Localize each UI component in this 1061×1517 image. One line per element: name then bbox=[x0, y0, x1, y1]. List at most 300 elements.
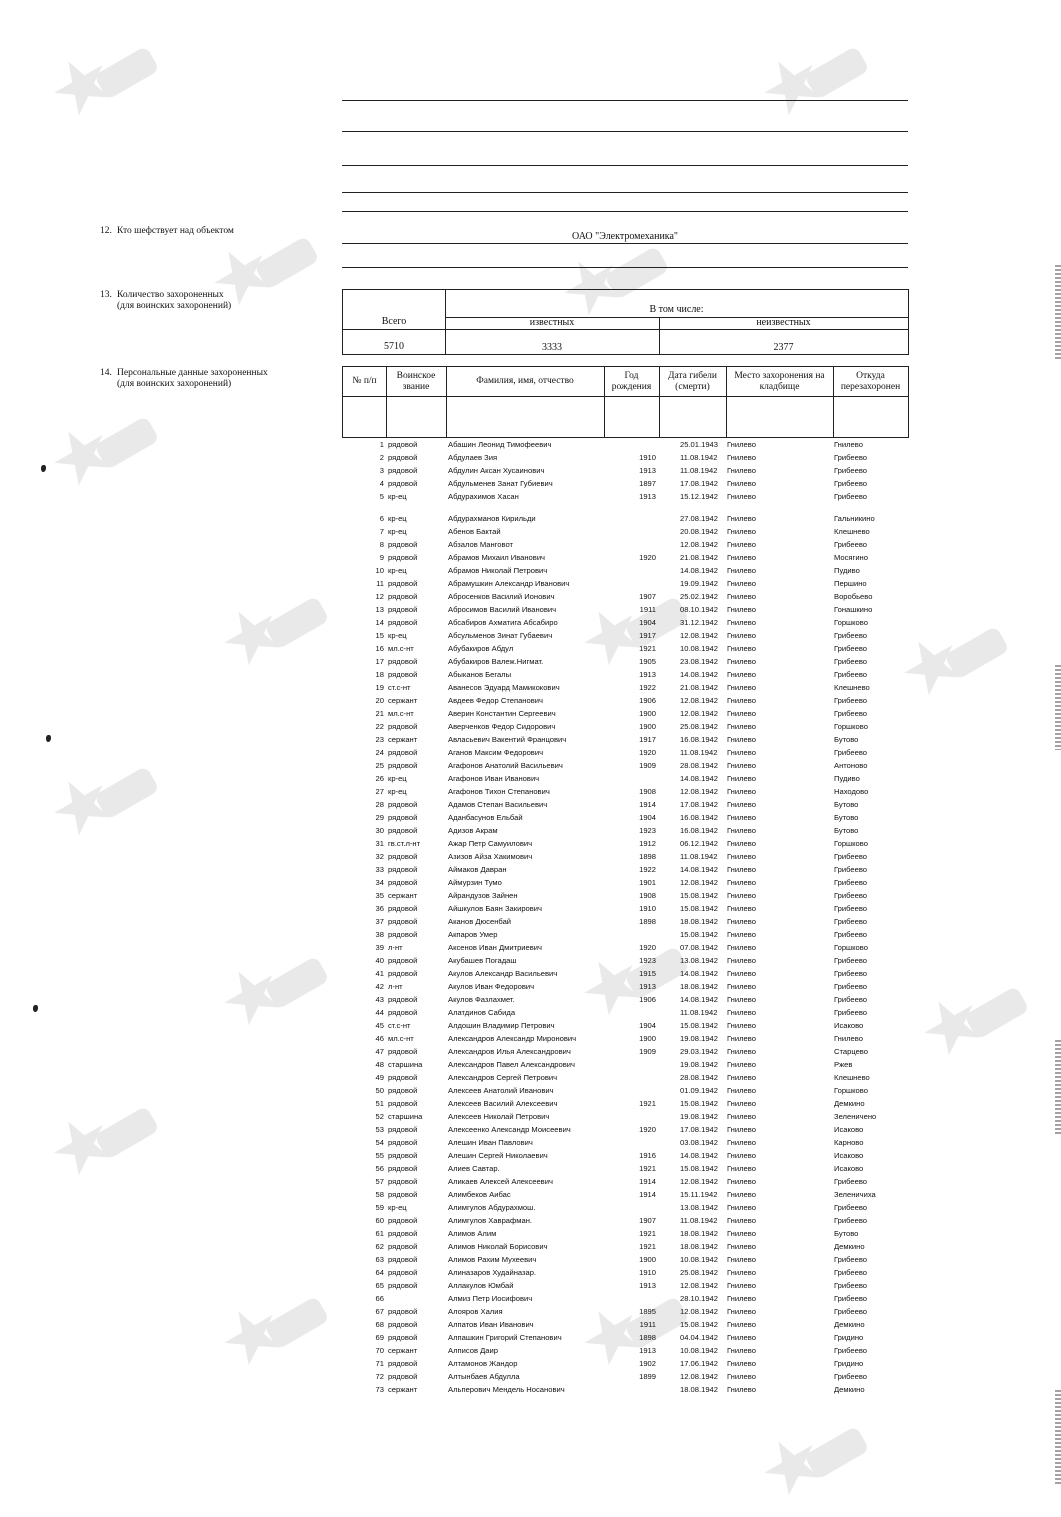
row-number: 13 bbox=[375, 605, 384, 614]
header-number: № п/п bbox=[352, 376, 377, 386]
row-burial-place: Гнилево bbox=[727, 865, 756, 874]
row-rank: кр-ец bbox=[388, 492, 407, 501]
row-name: Аванесов Эдуард Мамикокович bbox=[448, 683, 560, 692]
row-rank: рядовой bbox=[388, 1151, 418, 1160]
row-birth-year: 1915 bbox=[639, 969, 656, 978]
row-burial-place: Гнилево bbox=[727, 566, 756, 575]
row-number: 8 bbox=[379, 540, 384, 549]
row-number: 27 bbox=[375, 787, 384, 796]
section-14-label bbox=[100, 368, 300, 390]
row-name: Абдурахманов Кирильди bbox=[448, 514, 536, 523]
row-death-date: 12.08.1942 bbox=[680, 1177, 719, 1186]
row-number: 49 bbox=[375, 1073, 384, 1082]
row-death-date: 12.08.1942 bbox=[680, 1372, 719, 1381]
section-12-label bbox=[100, 226, 300, 237]
table-row bbox=[0, 811, 1061, 824]
table-row bbox=[0, 629, 1061, 642]
row-rank: рядовой bbox=[388, 1125, 418, 1134]
row-name: Абрамов Николай Петрович bbox=[448, 566, 548, 575]
row-number: 36 bbox=[375, 904, 384, 913]
row-death-date: 15.08.1942 bbox=[680, 1099, 719, 1108]
row-birth-year: 1914 bbox=[639, 1190, 656, 1199]
row-name: Алтамонов Жандор bbox=[448, 1359, 518, 1368]
row-birth-year: 1902 bbox=[639, 1359, 656, 1368]
row-reburied-from: Грибеево bbox=[834, 479, 868, 488]
table-row bbox=[0, 850, 1061, 863]
row-number: 21 bbox=[375, 709, 384, 718]
row-birth-year: 1913 bbox=[639, 492, 656, 501]
row-number: 11 bbox=[376, 579, 384, 588]
table-row bbox=[0, 1162, 1061, 1175]
row-rank: л-нт bbox=[388, 982, 403, 991]
row-death-date: 03.08.1942 bbox=[680, 1138, 719, 1147]
row-reburied-from: Воробьево bbox=[834, 592, 873, 601]
row-reburied-from: Грибеево bbox=[834, 865, 868, 874]
row-burial-place: Гнилево bbox=[727, 995, 756, 1004]
row-number: 20 bbox=[375, 696, 384, 705]
row-reburied-from: Грибеево bbox=[834, 670, 868, 679]
row-rank: рядовой bbox=[388, 670, 418, 679]
row-number: 72 bbox=[375, 1372, 384, 1381]
row-reburied-from: Грибеево bbox=[834, 1255, 868, 1264]
row-name: Алимов Николай Борисович bbox=[448, 1242, 548, 1251]
row-number: 51 bbox=[375, 1099, 384, 1108]
row-reburied-from: Демкино bbox=[834, 1242, 865, 1251]
row-number: 52 bbox=[375, 1112, 384, 1121]
row-number: 56 bbox=[375, 1164, 384, 1173]
row-burial-place: Гнилево bbox=[727, 839, 756, 848]
row-burial-place: Гнилево bbox=[727, 440, 756, 449]
row-birth-year: 1900 bbox=[639, 722, 656, 731]
row-number: 23 bbox=[375, 735, 384, 744]
table-row bbox=[0, 1344, 1061, 1357]
row-name: Абыканов Бегалы bbox=[448, 670, 512, 679]
row-burial-place: Гнилево bbox=[727, 644, 756, 653]
row-reburied-from: Грибеево bbox=[834, 852, 868, 861]
unknown-header: неизвестных bbox=[756, 317, 811, 328]
row-birth-year: 1922 bbox=[639, 865, 656, 874]
row-birth-year: 1910 bbox=[639, 1268, 656, 1277]
row-burial-place: Гнилево bbox=[727, 1216, 756, 1225]
row-birth-year: 1909 bbox=[639, 1047, 656, 1056]
row-rank: рядовой bbox=[388, 605, 418, 614]
row-burial-place: Гнилево bbox=[727, 1021, 756, 1030]
row-death-date: 25.01.1943 bbox=[680, 440, 719, 449]
row-death-date: 04.04.1942 bbox=[680, 1333, 719, 1342]
row-name: Акулов Иван Федорович bbox=[448, 982, 535, 991]
row-name: Абдурахимов Хасан bbox=[448, 492, 519, 501]
row-rank: кр-ец bbox=[388, 631, 407, 640]
row-death-date: 15.08.1942 bbox=[680, 1021, 719, 1030]
table-row bbox=[0, 1084, 1061, 1097]
table-row bbox=[0, 1019, 1061, 1032]
row-death-date: 18.08.1942 bbox=[680, 1385, 719, 1394]
row-name: Алимбеков Аибас bbox=[448, 1190, 511, 1199]
row-reburied-from: Зеленичиха bbox=[834, 1190, 876, 1199]
table-row bbox=[0, 1058, 1061, 1071]
row-rank: рядовой bbox=[388, 579, 418, 588]
table-row bbox=[0, 1383, 1061, 1396]
row-death-date: 11.08.1942 bbox=[680, 453, 718, 462]
row-rank: рядовой bbox=[388, 1177, 418, 1186]
row-name: Александров Сергей Петрович bbox=[448, 1073, 558, 1082]
row-name: Алешин Иван Павлович bbox=[448, 1138, 533, 1147]
row-rank: рядовой bbox=[388, 930, 418, 939]
row-reburied-from: Грибеево bbox=[834, 1372, 868, 1381]
row-death-date: 11.08.1942 bbox=[680, 852, 718, 861]
row-rank: ст.с-нт bbox=[388, 683, 411, 692]
row-death-date: 28.08.1942 bbox=[680, 1073, 719, 1082]
table-row bbox=[0, 772, 1061, 785]
row-reburied-from: Исаково bbox=[834, 1164, 864, 1173]
row-birth-year: 1904 bbox=[639, 813, 656, 822]
row-number: 6 bbox=[379, 514, 384, 523]
table-row bbox=[0, 707, 1061, 720]
table-row bbox=[0, 1253, 1061, 1266]
row-name: Абрамушкин Александр Иванович bbox=[448, 579, 570, 588]
row-burial-place: Гнилево bbox=[727, 1294, 756, 1303]
row-name: Алексеенко Александр Моисеевич bbox=[448, 1125, 571, 1134]
row-number: 16 bbox=[375, 644, 384, 653]
section-13-label bbox=[100, 290, 300, 312]
row-name: Алиназаров Худайназар. bbox=[448, 1268, 537, 1277]
row-rank: рядовой bbox=[388, 540, 418, 549]
row-reburied-from: Грибеево bbox=[834, 492, 868, 501]
row-death-date: 19.08.1942 bbox=[680, 1034, 719, 1043]
row-name: Ажар Петр Самуилович bbox=[448, 839, 533, 848]
row-reburied-from: Клешнево bbox=[834, 1073, 870, 1082]
section-13-text-1: Количество захороненных bbox=[117, 290, 224, 300]
row-name: Алексеев Василий Алексеевич bbox=[448, 1099, 558, 1108]
row-reburied-from: Бутово bbox=[834, 1229, 859, 1238]
row-burial-place: Гнилево bbox=[727, 904, 756, 913]
row-number: 58 bbox=[375, 1190, 384, 1199]
scan-edge-mark bbox=[1055, 1390, 1061, 1485]
table-row bbox=[0, 655, 1061, 668]
row-name: Алпатов Иван Иванович bbox=[448, 1320, 534, 1329]
row-name: Абдулаев Зия bbox=[448, 453, 498, 462]
row-death-date: 28.08.1942 bbox=[680, 761, 719, 770]
row-rank: рядовой bbox=[388, 1047, 418, 1056]
row-name: Авдеев Федор Степанович bbox=[448, 696, 543, 705]
row-death-date: 12.08.1942 bbox=[680, 1307, 719, 1316]
row-number: 42 bbox=[375, 982, 384, 991]
row-birth-year: 1921 bbox=[639, 1099, 656, 1108]
row-number: 69 bbox=[375, 1333, 384, 1342]
row-burial-place: Гнилево bbox=[727, 618, 756, 627]
row-birth-year: 1898 bbox=[639, 1333, 656, 1342]
row-name: Александров Илья Александрович bbox=[448, 1047, 571, 1056]
table-row bbox=[0, 1006, 1061, 1019]
row-burial-place: Гнилево bbox=[727, 1190, 756, 1199]
row-burial-place: Гнилево bbox=[727, 1086, 756, 1095]
row-name: Аллакулов Юмбай bbox=[448, 1281, 514, 1290]
table-row bbox=[0, 451, 1061, 464]
row-name: Алимов Алим bbox=[448, 1229, 497, 1238]
row-burial-place: Гнилево bbox=[727, 1047, 756, 1056]
row-burial-place: Гнилево bbox=[727, 1372, 756, 1381]
row-birth-year: 1910 bbox=[639, 904, 656, 913]
row-birth-year: 1911 bbox=[639, 605, 656, 614]
table-row bbox=[0, 759, 1061, 772]
row-number: 32 bbox=[375, 852, 384, 861]
row-burial-place: Гнилево bbox=[727, 1164, 756, 1173]
row-death-date: 19.08.1942 bbox=[680, 1060, 719, 1069]
table-row bbox=[0, 902, 1061, 915]
row-burial-place: Гнилево bbox=[727, 592, 756, 601]
row-birth-year: 1905 bbox=[639, 657, 656, 666]
row-burial-place: Гнилево bbox=[727, 466, 756, 475]
row-death-date: 15.12.1942 bbox=[680, 492, 719, 501]
row-name: Абдульменев Занат Губиевич bbox=[448, 479, 553, 488]
row-burial-place: Гнилево bbox=[727, 1242, 756, 1251]
section-14-text-1: Персональные данные захороненных bbox=[117, 368, 268, 378]
row-reburied-from: Першино bbox=[834, 579, 867, 588]
row-rank: рядовой bbox=[388, 1320, 418, 1329]
table-row bbox=[0, 1370, 1061, 1383]
header-burial-place: Место захоронения на кладбище bbox=[734, 370, 825, 392]
row-reburied-from: Грибеево bbox=[834, 917, 868, 926]
row-number: 3 bbox=[379, 466, 384, 475]
table-row bbox=[0, 941, 1061, 954]
row-reburied-from: Клешнево bbox=[834, 683, 870, 692]
row-burial-place: Гнилево bbox=[727, 982, 756, 991]
row-burial-place: Гнилево bbox=[727, 527, 756, 536]
row-name: Алдошин Владимир Петрович bbox=[448, 1021, 555, 1030]
row-death-date: 19.08.1942 bbox=[680, 1112, 719, 1121]
row-death-date: 12.08.1942 bbox=[680, 540, 719, 549]
row-rank: старшина bbox=[388, 1112, 423, 1121]
table-row bbox=[0, 720, 1061, 733]
row-birth-year: 1921 bbox=[639, 644, 656, 653]
table-row bbox=[0, 551, 1061, 564]
row-death-date: 31.12.1942 bbox=[680, 618, 719, 627]
table-row bbox=[0, 980, 1061, 993]
row-burial-place: Гнилево bbox=[727, 1281, 756, 1290]
row-number: 12 bbox=[375, 592, 384, 601]
row-birth-year: 1917 bbox=[639, 735, 656, 744]
row-number: 37 bbox=[375, 917, 384, 926]
row-number: 44 bbox=[375, 1008, 384, 1017]
row-reburied-from: Грибеево bbox=[834, 1268, 868, 1277]
row-reburied-from: Грибеево bbox=[834, 1203, 868, 1212]
row-birth-year: 1895 bbox=[639, 1307, 656, 1316]
row-rank: рядовой bbox=[388, 453, 418, 462]
row-reburied-from: Грибеево bbox=[834, 904, 868, 913]
table-row bbox=[0, 438, 1061, 451]
row-name: Алексеев Николай Петрович bbox=[448, 1112, 550, 1121]
table-row bbox=[0, 1214, 1061, 1227]
row-birth-year: 1914 bbox=[639, 1177, 656, 1186]
table-row bbox=[0, 1240, 1061, 1253]
row-number: 46 bbox=[375, 1034, 384, 1043]
header-rank: Воинское звание bbox=[396, 370, 436, 392]
row-name: Абсабиров Ахматига Абсабиро bbox=[448, 618, 558, 627]
table-row bbox=[0, 733, 1061, 746]
table-row bbox=[0, 490, 1061, 503]
row-rank: рядовой bbox=[388, 1307, 418, 1316]
row-reburied-from: Бутово bbox=[834, 813, 859, 822]
row-number: 25 bbox=[375, 761, 384, 770]
watermark-star-icon bbox=[40, 17, 170, 133]
row-reburied-from: Грибеево bbox=[834, 644, 868, 653]
unknown-value: 2377 bbox=[773, 342, 794, 353]
row-rank: рядовой bbox=[388, 1164, 418, 1173]
row-rank: рядовой bbox=[388, 956, 418, 965]
row-name: Абубакиров Абдул bbox=[448, 644, 514, 653]
table-row bbox=[0, 1279, 1061, 1292]
row-reburied-from: Зеленичено bbox=[834, 1112, 877, 1121]
row-burial-place: Гнилево bbox=[727, 683, 756, 692]
table-row bbox=[0, 1357, 1061, 1370]
row-number: 61 bbox=[375, 1229, 384, 1238]
row-name: Александров Александр Миронович bbox=[448, 1034, 577, 1043]
row-rank: кр-ец bbox=[388, 1203, 407, 1212]
row-birth-year: 1899 bbox=[639, 1372, 656, 1381]
row-name: Аверин Константин Сергеевич bbox=[448, 709, 556, 718]
row-reburied-from: Грибеево bbox=[834, 1008, 868, 1017]
form-line bbox=[342, 211, 908, 212]
row-death-date: 07.08.1942 bbox=[680, 943, 719, 952]
table-row bbox=[0, 1305, 1061, 1318]
row-rank: рядовой bbox=[388, 1073, 418, 1082]
row-death-date: 13.08.1942 bbox=[680, 1203, 719, 1212]
header-birth-year: Год рождения bbox=[611, 370, 652, 392]
row-name: Алексеев Анатолий Иванович bbox=[448, 1086, 554, 1095]
row-number: 55 bbox=[375, 1151, 384, 1160]
row-birth-year: 1920 bbox=[639, 1125, 656, 1134]
row-name: Алешин Сергей Николаевич bbox=[448, 1151, 548, 1160]
row-reburied-from: Грибеево bbox=[834, 631, 868, 640]
row-burial-place: Гнилево bbox=[727, 1346, 756, 1355]
row-reburied-from: Демкино bbox=[834, 1320, 865, 1329]
row-burial-place: Гнилево bbox=[727, 956, 756, 965]
row-death-date: 12.08.1942 bbox=[680, 631, 719, 640]
row-birth-year: 1921 bbox=[639, 1164, 656, 1173]
row-rank: сержант bbox=[388, 1346, 418, 1355]
row-burial-place: Гнилево bbox=[727, 1112, 756, 1121]
table-row bbox=[0, 967, 1061, 980]
row-birth-year: 1923 bbox=[639, 956, 656, 965]
row-rank: кр-ец bbox=[388, 774, 407, 783]
row-death-date: 13.08.1942 bbox=[680, 956, 719, 965]
row-burial-place: Гнилево bbox=[727, 943, 756, 952]
row-death-date: 27.08.1942 bbox=[680, 514, 719, 523]
row-rank: рядовой bbox=[388, 618, 418, 627]
row-rank: кр-ец bbox=[388, 514, 407, 523]
row-name: Акулов Александр Васильевич bbox=[448, 969, 558, 978]
row-rank: рядовой bbox=[388, 657, 418, 666]
row-death-date: 19.09.1942 bbox=[680, 579, 719, 588]
row-name: Аганов Максим Федорович bbox=[448, 748, 544, 757]
row-death-date: 21.08.1942 bbox=[680, 553, 719, 562]
table-row bbox=[0, 1266, 1061, 1279]
row-rank: рядовой bbox=[388, 878, 418, 887]
row-death-date: 11.08.1942 bbox=[680, 748, 718, 757]
row-number: 60 bbox=[375, 1216, 384, 1225]
row-birth-year: 1906 bbox=[639, 696, 656, 705]
row-rank: рядовой bbox=[388, 917, 418, 926]
row-number: 47 bbox=[375, 1047, 384, 1056]
row-name: Абсульменов Зинат Губаевич bbox=[448, 631, 553, 640]
table-row bbox=[0, 1110, 1061, 1123]
row-death-date: 25.08.1942 bbox=[680, 1268, 719, 1277]
row-death-date: 15.08.1942 bbox=[680, 930, 719, 939]
row-reburied-from: Грибеево bbox=[834, 1346, 868, 1355]
row-rank: рядовой bbox=[388, 1333, 418, 1342]
row-rank: рядовой bbox=[388, 1099, 418, 1108]
row-name: Альперович Мендель Носанович bbox=[448, 1385, 565, 1394]
row-number: 39 bbox=[375, 943, 384, 952]
table-row bbox=[0, 1071, 1061, 1084]
row-rank: л-нт bbox=[388, 943, 403, 952]
row-reburied-from: Грибеево bbox=[834, 466, 868, 475]
row-death-date: 18.08.1942 bbox=[680, 1242, 719, 1251]
row-burial-place: Гнилево bbox=[727, 1177, 756, 1186]
row-number: 50 bbox=[375, 1086, 384, 1095]
row-death-date: 14.08.1942 bbox=[680, 865, 719, 874]
table-row bbox=[0, 512, 1061, 525]
row-name: Аканов Дюсенбай bbox=[448, 917, 512, 926]
form-line bbox=[342, 165, 908, 166]
row-number: 54 bbox=[375, 1138, 384, 1147]
row-death-date: 14.08.1942 bbox=[680, 566, 719, 575]
row-birth-year: 1900 bbox=[639, 1034, 656, 1043]
row-rank: сержант bbox=[388, 891, 418, 900]
row-name: Айшкулов Баян Закирович bbox=[448, 904, 542, 913]
row-reburied-from: Грибеево bbox=[834, 709, 868, 718]
known-value: 3333 bbox=[542, 342, 562, 353]
table-row bbox=[0, 798, 1061, 811]
row-death-date: 12.08.1942 bbox=[680, 696, 719, 705]
row-burial-place: Гнилево bbox=[727, 709, 756, 718]
row-reburied-from: Бутово bbox=[834, 735, 859, 744]
table-row bbox=[0, 564, 1061, 577]
row-burial-place: Гнилево bbox=[727, 800, 756, 809]
row-reburied-from: Грибеево bbox=[834, 995, 868, 1004]
row-rank: рядовой bbox=[388, 852, 418, 861]
row-death-date: 18.08.1942 bbox=[680, 1229, 719, 1238]
row-burial-place: Гнилево bbox=[727, 605, 756, 614]
row-name: Адамов Степан Васильевич bbox=[448, 800, 548, 809]
row-rank: рядовой bbox=[388, 969, 418, 978]
row-reburied-from: Клешнево bbox=[834, 527, 870, 536]
row-rank: рядовой bbox=[388, 1229, 418, 1238]
row-burial-place: Гнилево bbox=[727, 1333, 756, 1342]
row-rank: кр-ец bbox=[388, 527, 407, 536]
form-line bbox=[342, 267, 908, 268]
row-rank: рядовой bbox=[388, 800, 418, 809]
table-row bbox=[0, 837, 1061, 850]
row-number: 73 bbox=[375, 1385, 384, 1394]
table-row bbox=[0, 590, 1061, 603]
row-reburied-from: Грибеево bbox=[834, 1216, 868, 1225]
watermark-star-icon bbox=[750, 17, 880, 133]
table-row bbox=[0, 824, 1061, 837]
row-birth-year: 1906 bbox=[639, 995, 656, 1004]
row-name: Алатдинов Сабида bbox=[448, 1008, 516, 1017]
row-death-date: 15.08.1942 bbox=[680, 1320, 719, 1329]
row-death-date: 28.10.1942 bbox=[680, 1294, 719, 1303]
section-13-text-2: (для воинских захоронений) bbox=[117, 301, 232, 311]
row-rank: рядовой bbox=[388, 1008, 418, 1017]
scan-edge-mark bbox=[1055, 265, 1061, 360]
row-burial-place: Гнилево bbox=[727, 1060, 756, 1069]
row-name: Адизов Акрам bbox=[448, 826, 498, 835]
table-row bbox=[0, 477, 1061, 490]
row-rank: ст.с-нт bbox=[388, 1021, 411, 1030]
row-number: 64 bbox=[375, 1268, 384, 1277]
